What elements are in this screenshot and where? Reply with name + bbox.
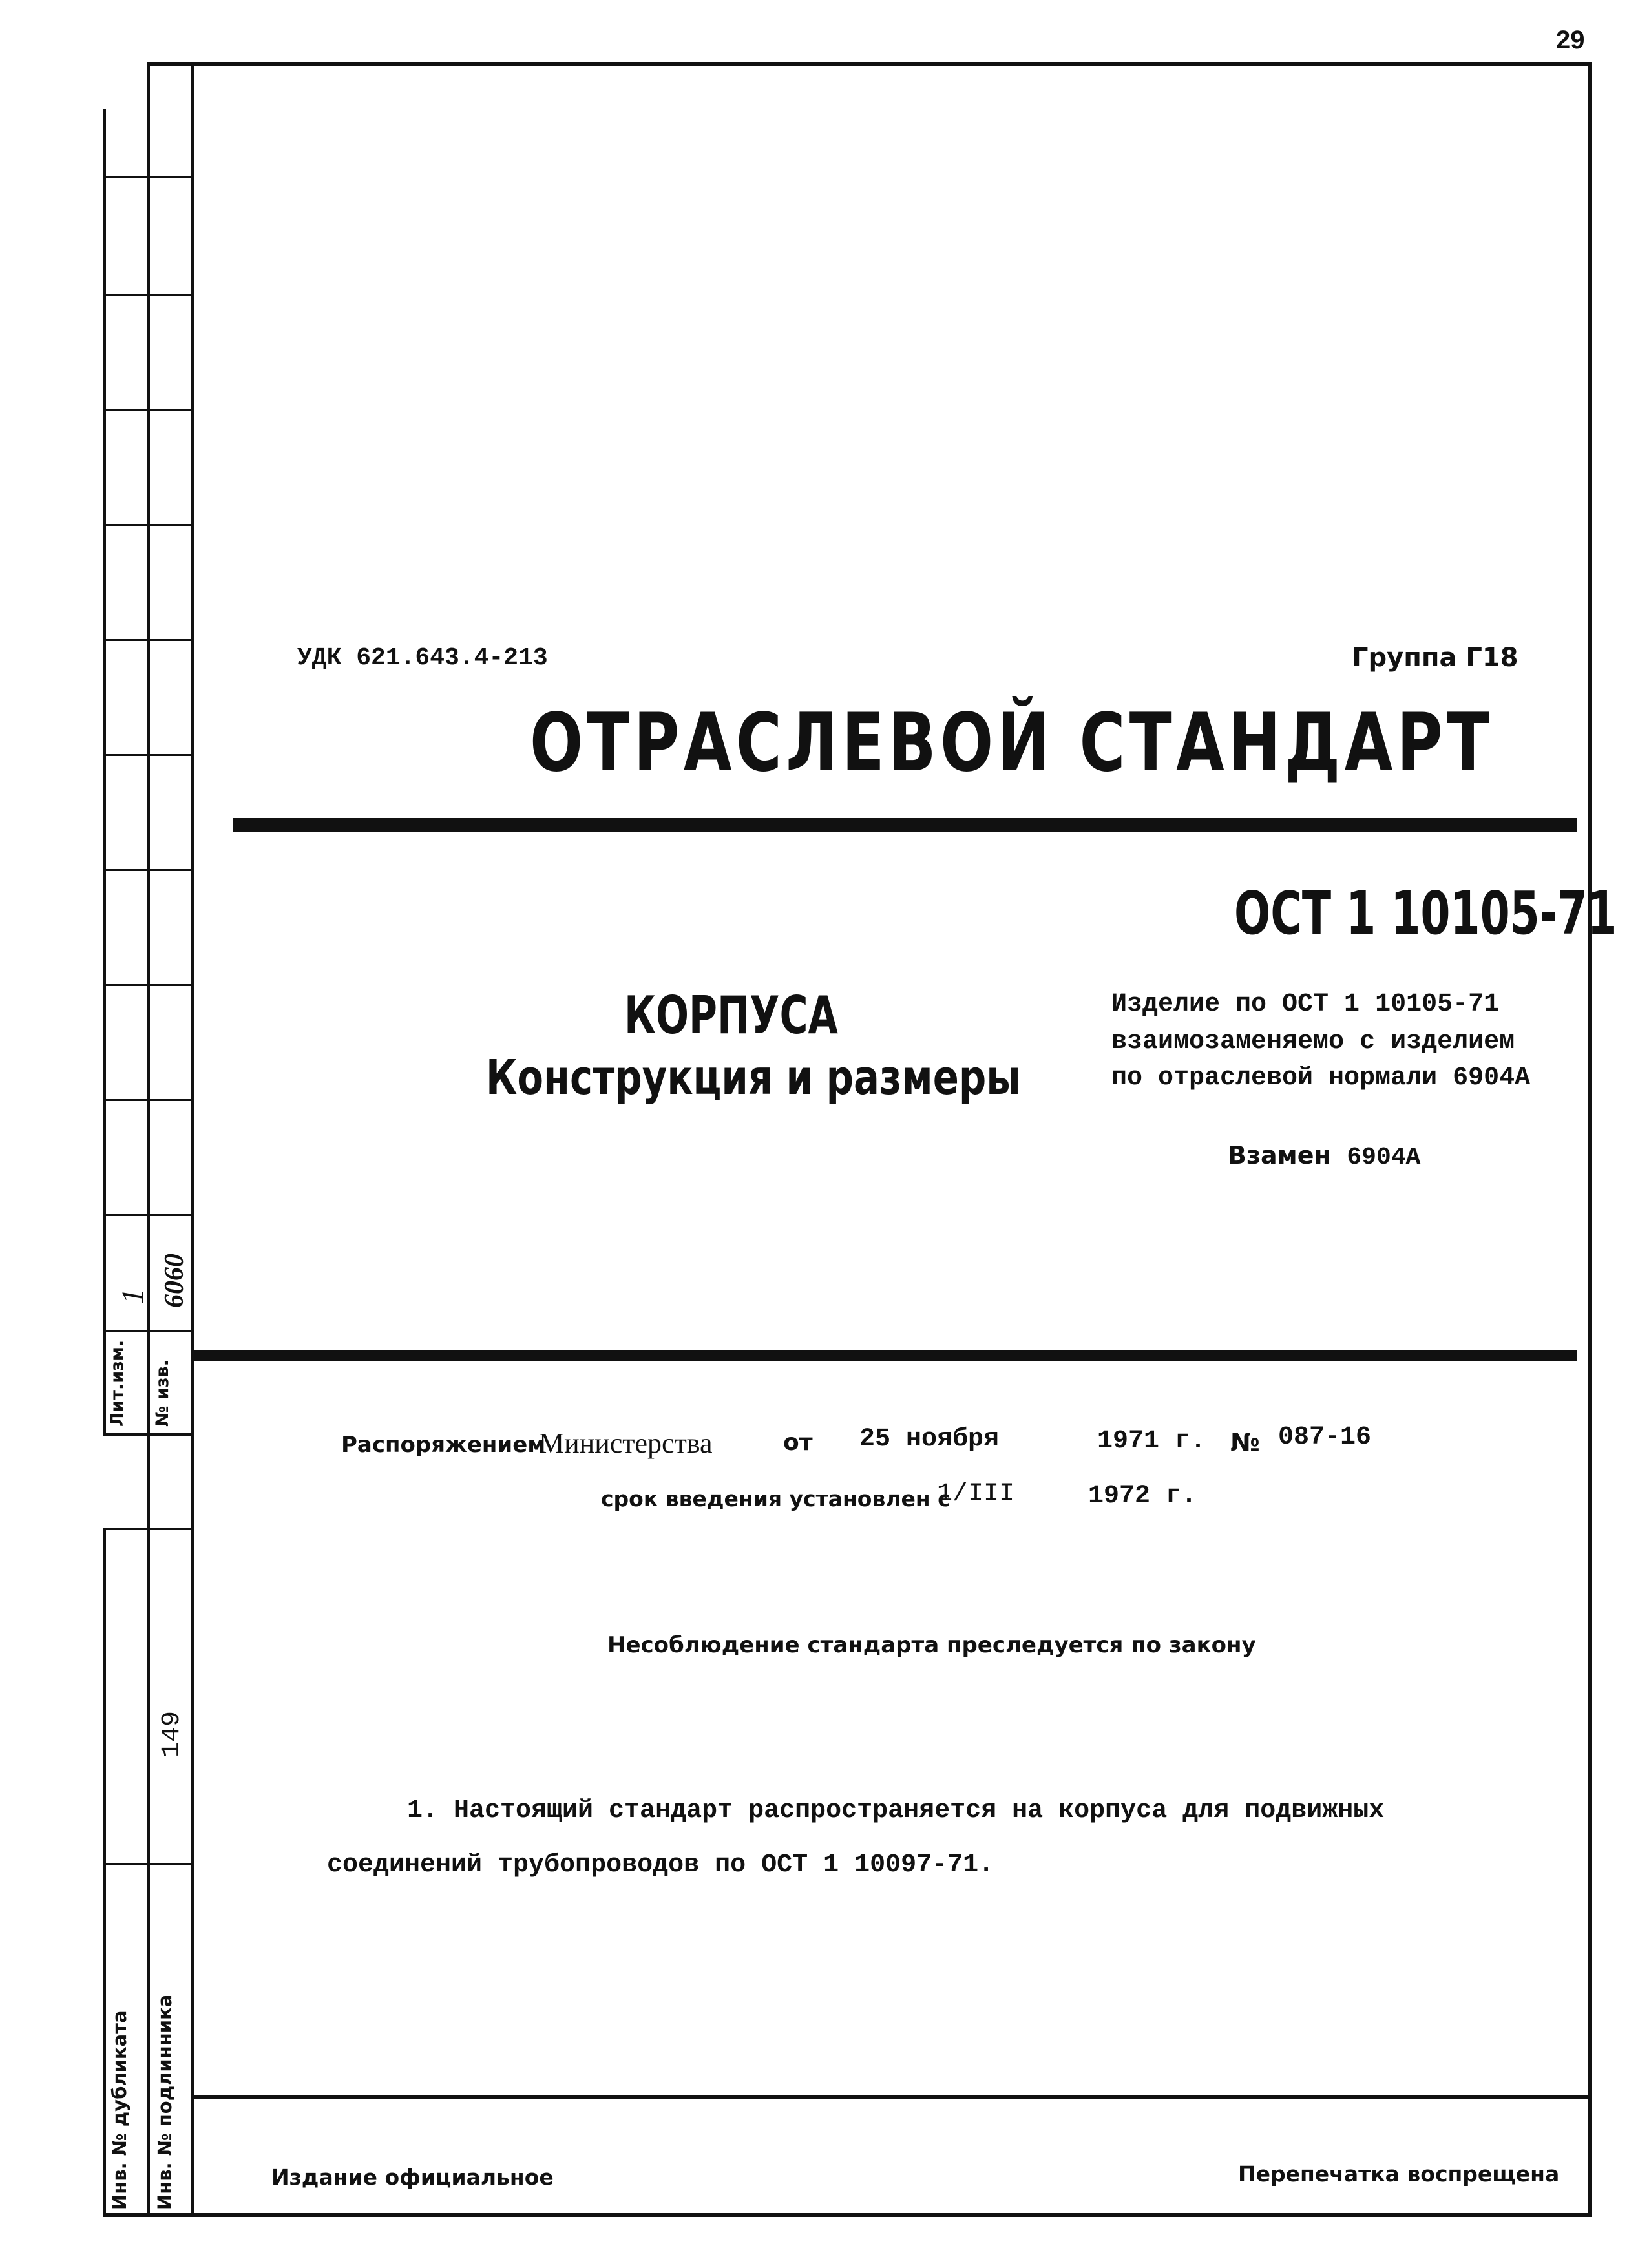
order-date: 25 ноября	[859, 1425, 1000, 1454]
title-rule	[233, 818, 1577, 832]
page-number: 29	[1556, 26, 1585, 54]
interchange-line2: взаимозаменяемо с изделием	[1111, 1027, 1515, 1056]
strip-divider	[103, 524, 193, 526]
frame-right	[1588, 62, 1592, 2216]
order-body: Министерства	[539, 1427, 713, 1459]
interchange-line1: Изделие по ОСТ 1 10105-71	[1111, 990, 1500, 1019]
no-izv-label: № изв.	[152, 1360, 173, 1427]
effective-label: срок введения установлен с	[601, 1486, 951, 1511]
footer-rule	[194, 2095, 1590, 2099]
effective-year: 1972 г.	[1088, 1482, 1197, 1511]
strip-divider	[103, 754, 193, 756]
frame-top	[147, 62, 1592, 66]
strip-left-middle	[147, 62, 150, 2216]
lit-izm-value: 1	[116, 1288, 150, 1304]
strip-divider	[103, 984, 193, 986]
effective-date: 1/III	[937, 1480, 1015, 1509]
strip-divider	[103, 1528, 193, 1530]
strip-divider	[103, 639, 193, 641]
strip-divider	[103, 1433, 193, 1436]
strip-divider	[103, 294, 193, 296]
order-no-label: №	[1230, 1428, 1260, 1456]
order-no-value: 087-16	[1278, 1423, 1372, 1452]
interchange-line3: по отраслевой нормали 6904А	[1111, 1064, 1531, 1093]
strip-divider	[103, 1214, 193, 1216]
strip-divider	[103, 1330, 193, 1332]
strip-divider	[103, 1863, 193, 1865]
inv-podl-label: Инв. № подлинника	[154, 1994, 176, 2210]
subject-line2: Конструкция и размеры	[486, 1050, 1021, 1106]
frame-bottom	[103, 2213, 1592, 2217]
strip-divider	[103, 1099, 193, 1101]
replaces-label: Взамен	[1228, 1141, 1331, 1170]
strip-divider	[103, 409, 193, 411]
strip-divider	[103, 176, 193, 178]
order-label: Распоряжением	[341, 1432, 546, 1458]
document-title: ОТРАСЛЕВОЙ СТАНДАРТ	[530, 697, 1494, 790]
strip-divider	[103, 869, 193, 871]
ost-number: ОСТ 1 10105-71	[1234, 879, 1617, 948]
middle-rule	[194, 1350, 1577, 1361]
strip-left-outer-top	[103, 109, 106, 1434]
inv-dubl-label: Инв. № дубликата	[109, 2010, 131, 2210]
legal-warning: Несоблюдение стандарта преследуется по закону	[607, 1632, 1256, 1658]
footer-reprint: Перепечатка воспрещена	[1238, 2161, 1560, 2187]
footer-edition: Издание официальное	[271, 2165, 554, 2190]
inv-podl-value: 149	[158, 1710, 187, 1758]
order-year: 1971 г.	[1097, 1427, 1206, 1456]
subject-line1: КОРПУСА	[624, 985, 838, 1045]
order-from-label: от	[783, 1429, 813, 1456]
group-code: Группа Г18	[1352, 643, 1518, 673]
paragraph-line1: 1. Настоящий стандарт распространяется на корпуса для подвижных	[407, 1796, 1385, 1825]
lit-izm-label: Лит.изм.	[107, 1339, 127, 1427]
strip-left-outer-bottom	[103, 1529, 106, 2216]
replaces-value: 6904А	[1347, 1144, 1421, 1171]
replaces	[1228, 1141, 1420, 1171]
udk-code: УДК 621.643.4-213	[297, 644, 548, 672]
no-izv-value: 6060	[160, 1254, 189, 1308]
paragraph-line2: соединений трубопроводов по ОСТ 1 10097-71.	[327, 1851, 994, 1880]
frame-left	[191, 62, 194, 2216]
